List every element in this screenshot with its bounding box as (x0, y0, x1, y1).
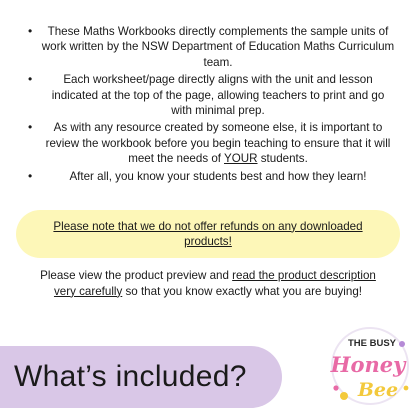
logo-line-2: Honey (330, 352, 406, 377)
whats-included-heading: What’s included? (14, 360, 247, 393)
preview-text-start: Please view the product preview and (40, 269, 233, 282)
refund-notice (16, 210, 400, 258)
info-bullet-list (22, 24, 396, 186)
logo-line-1: THE BUSY (347, 338, 397, 349)
bullet-glyph: • (28, 72, 33, 87)
bullet-text: After all, you know your students best and how they learn! (69, 169, 367, 183)
refund-notice-text: Please note that we do not offer refunds on any downloaded products! (53, 219, 363, 248)
busy-honey-bee-logo (318, 318, 414, 414)
bullet-emphasis: YOUR (224, 152, 258, 166)
bullet-item (22, 24, 396, 70)
bullet-text: These Maths Workbooks directly complements the sample units of work written by the NSW Department of Education Maths Curriculum team. (41, 25, 395, 69)
bullet-text-end: students. (257, 152, 308, 166)
logo-dot (333, 385, 338, 390)
logo-dot (404, 386, 409, 391)
bullet-glyph: • (28, 24, 33, 38)
whats-included-banner (0, 346, 282, 408)
preview-instructions (28, 268, 388, 299)
description-link[interactable]: read the product description very carefully (53, 269, 376, 298)
bullet-item (22, 120, 396, 166)
bullet-item (22, 72, 396, 118)
bullet-glyph: • (28, 168, 33, 183)
logo-line-3: Bee (357, 379, 399, 401)
preview-text-end: so that you know exactly what you are buying! (122, 284, 363, 298)
bullet-glyph: • (28, 120, 33, 135)
bullet-text: Each worksheet/page directly aligns with the unit and lesson indicated at the top of the page, allowing teachers to print and go with minimal prep. (51, 73, 385, 118)
bullet-text: As with any resource created by someone else, it is important to review the workbook before you begin teaching to ensure that it will meet the needs of (45, 121, 391, 166)
logo-dot (399, 341, 405, 347)
bullet-item (22, 169, 396, 184)
logo-dot (340, 392, 348, 400)
